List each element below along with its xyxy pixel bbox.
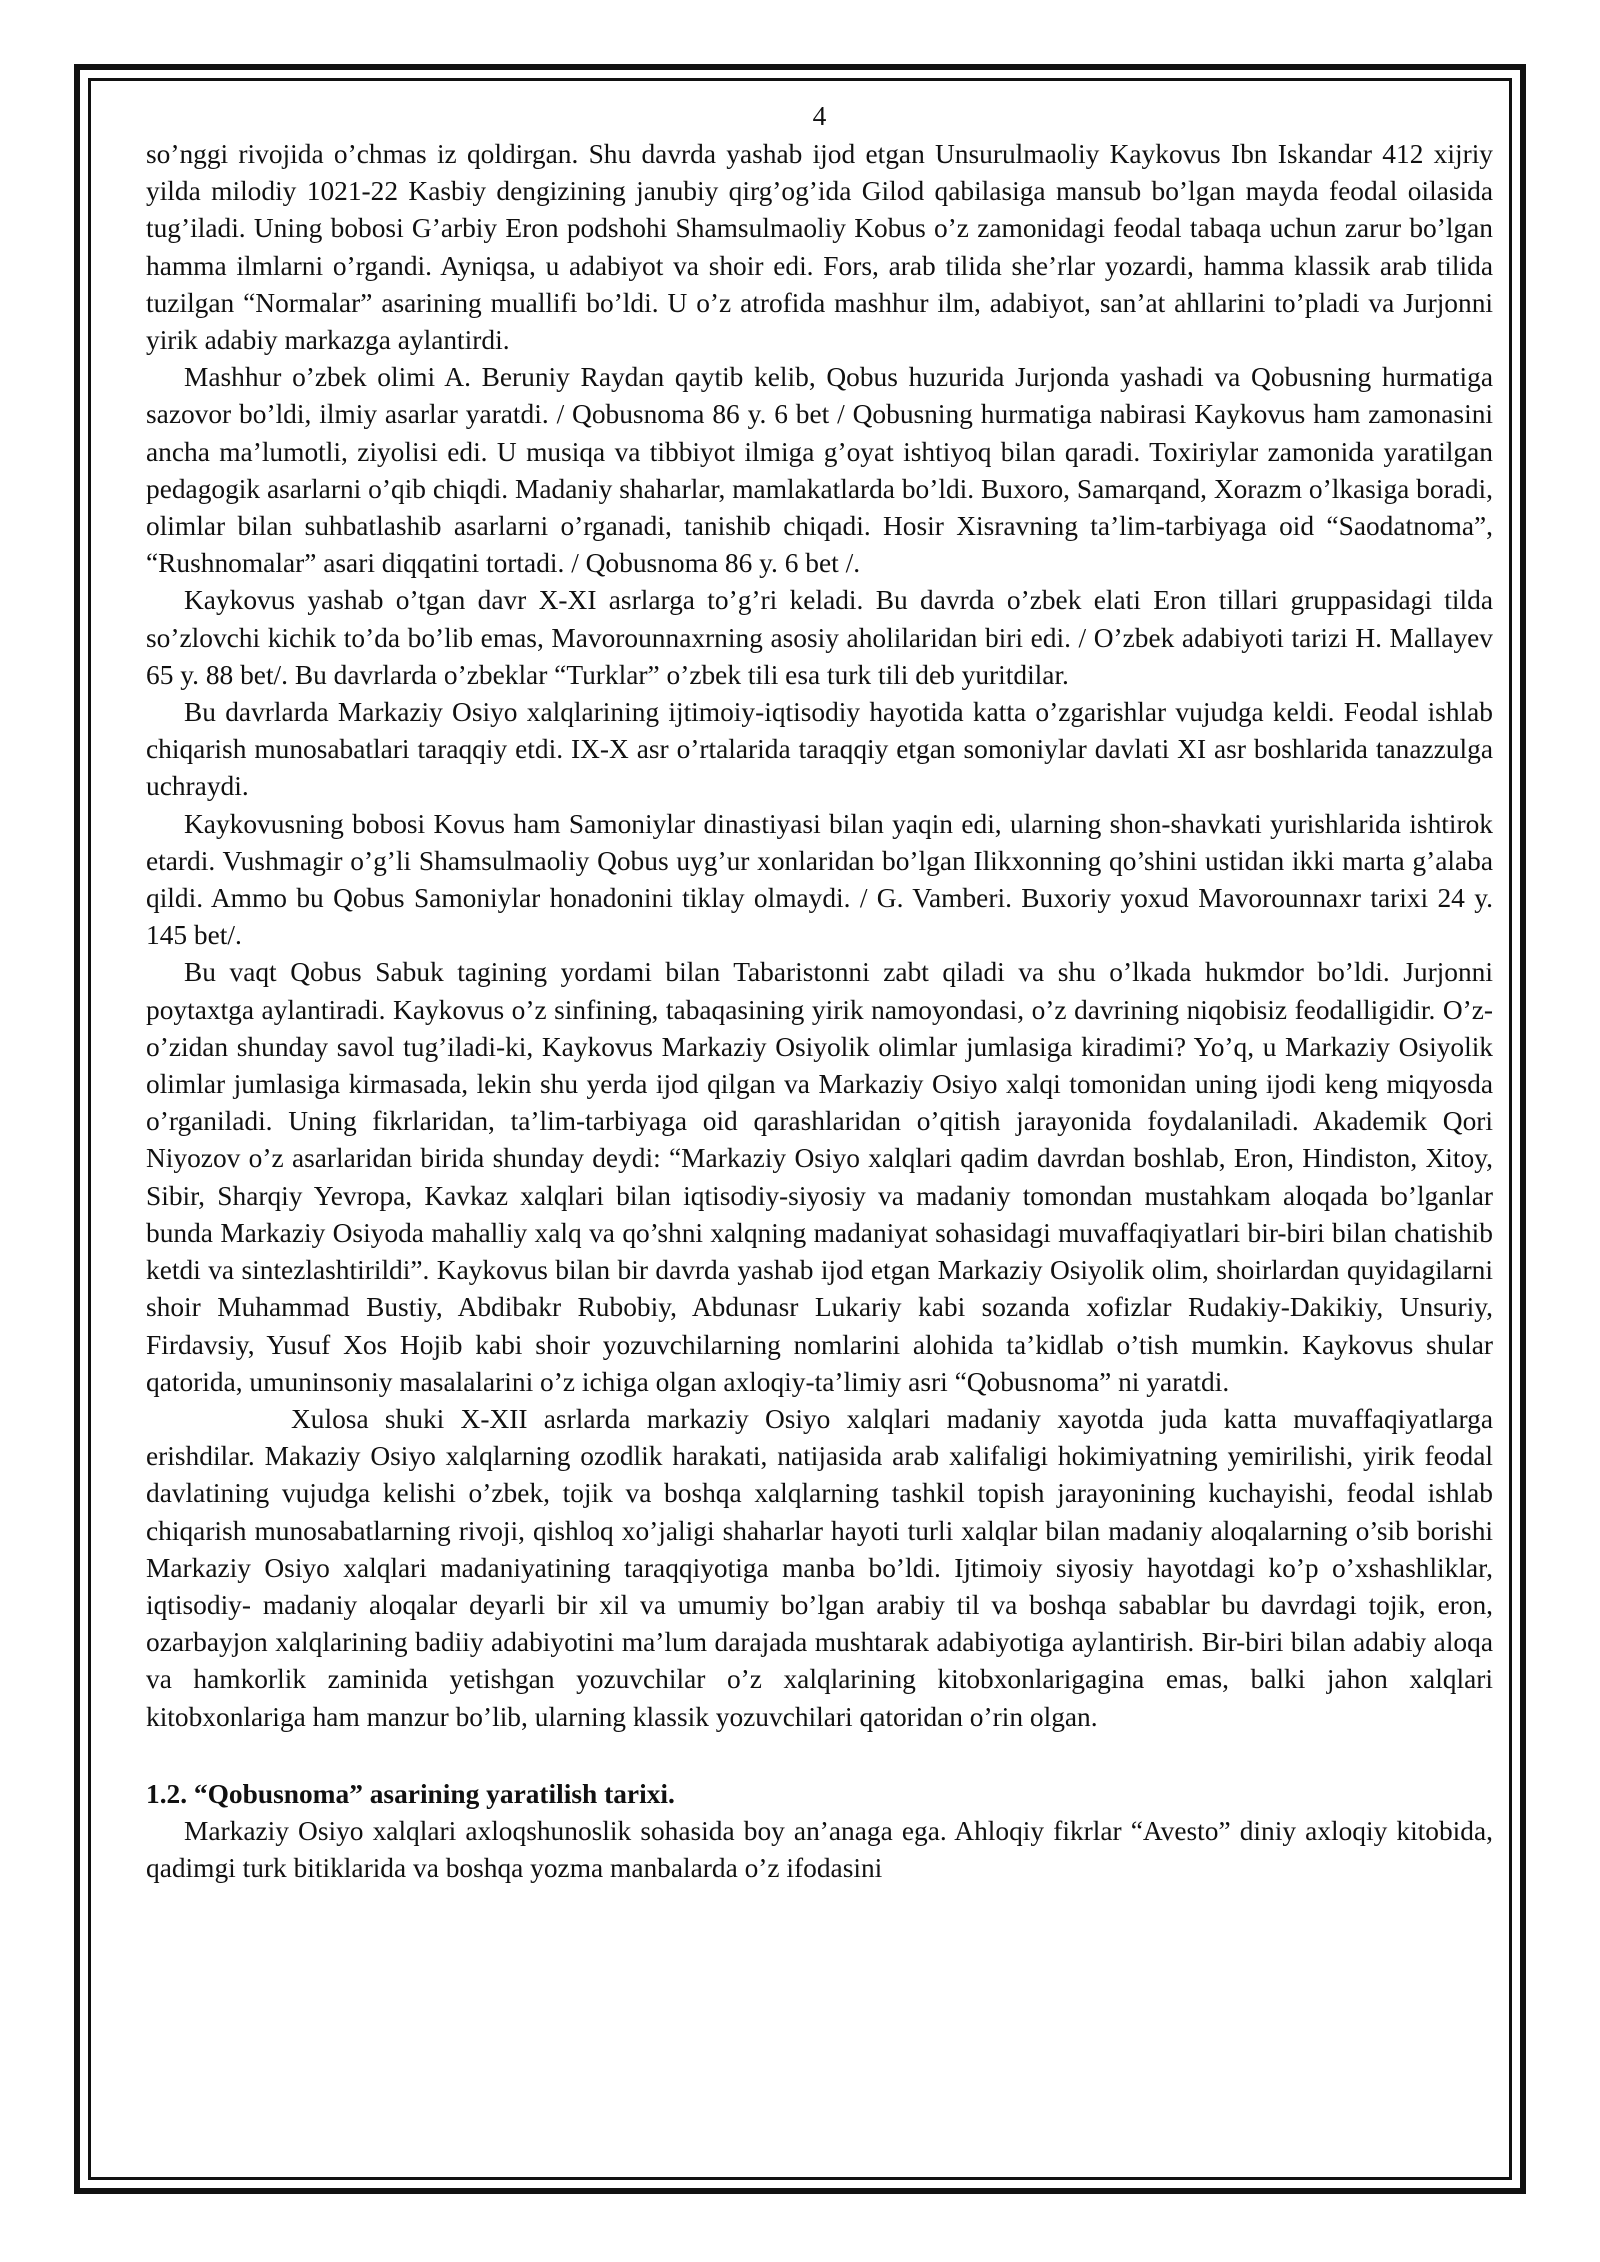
paragraph-4: Bu davrlarda Markaziy Osiyo xalqlarining ijtimoiy-iqtisodiy hayotida katta o’zgarishlar vujudga keldi. Feodal ishlab chiqarish munosabatlari taraqqiy etdi. IX-X asr o’rtalarida taraqqiy etgan somoniylar davlati XI asr boshlarida tanazzulga uchraydi. [146,697,1493,802]
paragraph-5: Kaykovusning bobosi Kovus ham Samoniylar dinastiyasi bilan yaqin edi, ularning shon-shavkati yurishlarida ishtirok etardi. Vushmagir o’g’li Shamsulmaoliy Qobus uyg’ur xonlaridan bo’lgan Ilikxonning qo’shini ustidan ikki marta g’alaba qildi. Ammo bu Qobus Samoniylar honadonini tiklay olmaydi. / G. Vamberi. Buxoriy yoxud Mavorounnaxr tarixi 24 y. 145 bet/. [146,808,1493,951]
section-heading: 1.2. “Qobusnoma” asarining yaratilish tarixi. [146,1778,675,1809]
paragraph-3: Kaykovus yashab o’tgan davr X-XI asrlarga to’g’ri keladi. Bu davrda o’zbek elati Eron tillari gruppasidagi tilda so’zlovchi kichik to’da bo’lib emas, Mavorounnaxrning asosiy aholilaridan biri edi. / O’zbek adabiyoti tarizi H. Mallayev 65 y. 88 bet/. Bu davrlarda o’zbeklar “Turklar” o’zbek tili esa turk tili deb yuritdilar. [146,585,1493,690]
document-body [146,96,1493,1887]
paragraph-7: Xulosa shuki X-XII asrlarda markaziy Osiyo xalqlari madaniy xayotda juda katta muvaffaqiyatlarga erishdilar. Makaziy Osiyo xalqlarning ozodlik harakati, natijasida arab xalifaligi hokimiyatning yemirilishi, yirik feodal davlatining vujudga kelishi o’zbek, tojik va boshqa xalqlarning tashkil topish jarayonining kuchayishi, feodal ishlab chiqarish munosabatlarning rivoji, qishloq xo’jaligi shaharlar hayoti turli xalqlar bilan madaniy aloqalarning o’sib borishi Markaziy Osiyo xalqlari madaniyatining taraqqiyotiga manba bo’ldi. Ijtimoiy siyosiy hayotdagi ko’p o’xshashliklar, iqtisodiy- madaniy aloqalar deyarli bir xil va umumiy bo’lgan arabiy til va boshqa sabablar bu davrdagi tojik, eron, ozarbayjon xalqlarining badiiy adabiyotini ma’lum darajada mushtarak adabiyotiga aylantirish. Bir-biri bilan adabiy aloqa va hamkorlik zaminida yetishgan yozuvchilar o’z xalqlarining kitobxonlarigagina emas, balki jahon xalqlari kitobxonlariga ham manzur bo’lib, ularning klassik yozuvchilari qatoridan o’rin olgan. [146,1403,1493,1732]
paragraph-2: Mashhur o’zbek olimi A. Beruniy Raydan qaytib kelib, Qobus huzurida Jurjonda yashadi va Qobusning hurmatiga sazovor bo’ldi, ilmiy asarlar yaratdi. / Qobusnoma 86 y. 6 bet / Qobusning hurmatiga nabirasi Kaykovus ham zamonasini ancha ma’lumotli, ziyolisi edi. U musiqa va tibbiyot ilmiga g’oyat ishtiyoq bilan qaradi. Toxiriylar zamonida yaratilgan pedagogik asarlarni o’qib chiqdi. Madaniy shaharlar, mamlakatlarda bo’ldi. Buxoro, Samarqand, Xorazm o’lkasiga boradi, olimlar bilan suhbatlashib asarlarni o’rganadi, tanishib chiqadi. Hosir Xisravning ta’lim-tarbiyaga oid “Saodatnoma”, “Rushnomalar” asari diqqatini tortadi. / Qobusnoma 86 y. 6 bet /. [146,362,1493,579]
paragraph-6: Bu vaqt Qobus Sabuk tagining yordami bilan Tabaristonni zabt qiladi va shu o’lkada hukmdor bo’ldi. Jurjonni poytaxtga aylantiradi. Kaykovus o’z sinfining, tabaqasining yirik namoyondasi, o’z davrining niqobisiz feodalligidir. O’z-o’zidan shunday savol tug’iladi-ki, Kaykovus Markaziy Osiyolik olimlar jumlasiga kiradimi? Yo’q, u Markaziy Osiyolik olimlar jumlasiga kirmasada, lekin shu yerda ijod qilgan va Markaziy Osiyo xalqi tomonidan uning ijodi keng miqyosda o’rganiladi. Uning fikrlaridan, ta’lim-tarbiyaga oid qarashlaridan o’qitish jarayonida foydalaniladi. Akademik Qori Niyozov o’z asarlaridan birida shunday deydi: “Markaziy Osiyo xalqlari qadim davrdan boshlab, Eron, Hindiston, Xitoy, Sibir, Sharqiy Yevropa, Kavkaz xalqlari bilan iqtisodiy-siyosiy va madaniy tomondan mustahkam aloqada bo’lganlar bunda Markaziy Osiyoda mahalliy xalq va qo’shni xalqning madaniyat sohasidagi muvaffaqiyatlari bir-biri bilan chatishib ketdi va sintezlashtirildi”. Kaykovus bilan bir davrda yashab ijod etgan Markaziy Osiyolik olim, shoirlardan quyidagilarni shoir Muhammad Bustiy, Abdibakr Rubobiy, Abdunasr Lukariy kabi sozanda xofizlar Rudakiy-Dakikiy, Unsuriy, Firdavsiy, Yusuf Xos Hojib kabi shoir yozuvchilarning nomlarini alohida ta’kidlab o’tish mumkin. Kaykovus shular qatorida, umuninsoniy masalalarini o’z ichiga olgan axloqiy-ta’limiy asri “Qobusnoma” ni yaratdi. [146,957,1493,1397]
paragraph-1: so’nggi rivojida o’chmas iz qoldirgan. Shu davrda yashab ijod etgan Unsurulmaoliy Kaykovus Ibn Iskandar 412 xijriy yilda milodiy 1021-22 Kasbiy dengizining janubiy qirg’og’ida Gilod qabilasiga mansub bo’lgan mayda feodal oilasida tug’iladi. Uning bobosi G’arbiy Eron podshohi Shamsulmaoliy Kobus o’z zamonidagi feodal tabaqa uchun zarur bo’lgan hamma ilmlarni o’rgandi. Ayniqsa, u adabiyot va shoir edi. Fors, arab tilida she’rlar yozardi, hamma klassik arab tilida tuzilgan “Normalar” asarining muallifi bo’ldi. U o’z atrofida mashhur ilm, adabiyot, san’at ahllarini to’pladi va Jurjonni yirik adabiy markazga aylantirdi. [146,139,1493,356]
paragraph-8: Markaziy Osiyo xalqlari axloqshunoslik sohasida boy an’anaga ega. Ahloqiy fikrlar “Avesto” diniy axloqiy kitobida, qadimgi turk bitiklarida va boshqa yozma manbalarda o’z ifodasini [146,1815,1493,1884]
page-number: 4 [812,101,827,131]
